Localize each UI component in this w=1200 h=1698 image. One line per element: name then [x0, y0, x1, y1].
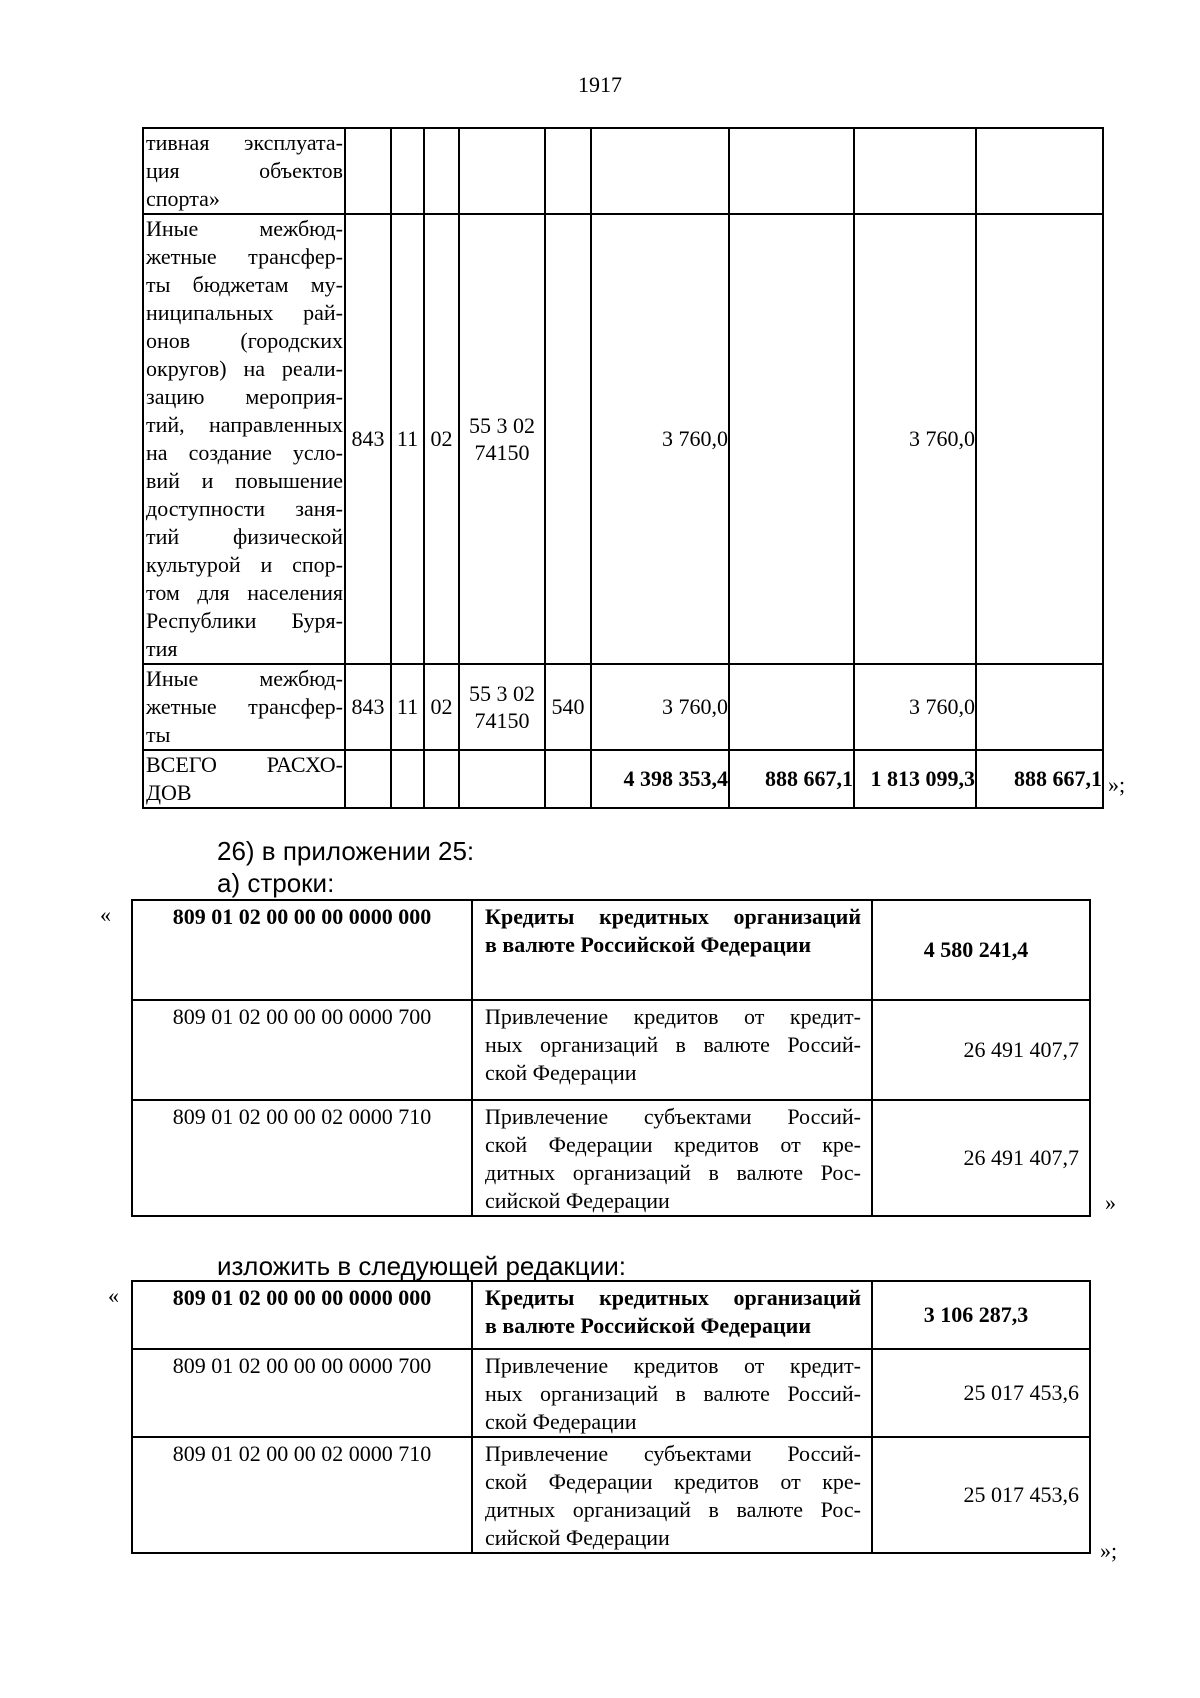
- text-line: онов (городских: [146, 328, 343, 353]
- text-line: сийской Федерации: [485, 1525, 670, 1550]
- close-quote: »;: [1100, 1538, 1118, 1563]
- ministry-code: 843: [345, 214, 391, 664]
- new-rows-table: [131, 1280, 1091, 1554]
- table-row: [132, 1000, 1090, 1100]
- text-line: Иные межбюд-: [146, 216, 343, 241]
- total-label: [143, 750, 345, 808]
- name-cell: [472, 1437, 872, 1553]
- text-line: в валюте Российской Федерации: [485, 1313, 812, 1338]
- target-code: 55 3 02 74150: [459, 664, 545, 750]
- total-value: 4 398 353,4: [591, 750, 729, 808]
- text-line: зацию мероприя-: [146, 384, 343, 409]
- text-line: тивная эксплуата-: [146, 130, 343, 155]
- text-line: ской Федерации: [485, 1060, 637, 1085]
- text-line: Привлечение субъектами Россий-: [485, 1441, 861, 1466]
- total-value: 1 813 099,3: [854, 750, 976, 808]
- text-line: Привлечение субъектами Россий-: [485, 1104, 861, 1129]
- name-cell: [472, 900, 872, 1000]
- ministry-code: 843: [345, 664, 391, 750]
- text-line: дитных организаций в валюте Рос-: [485, 1160, 861, 1185]
- section-code: 11: [391, 664, 424, 750]
- subsection-code: 02: [424, 214, 459, 664]
- table-row: [143, 214, 1103, 664]
- value-cell: 26 491 407,7: [872, 1100, 1090, 1216]
- item-heading: 26) в приложении 25:: [217, 836, 475, 866]
- code-cell: 809 01 02 00 00 00 0000 000: [132, 1281, 472, 1349]
- row-description: [143, 664, 345, 750]
- value-cell: [976, 214, 1103, 664]
- text-line: спорта»: [146, 186, 220, 211]
- name-cell: [472, 1281, 872, 1349]
- text-line: дитных организаций в валюте Рос-: [485, 1497, 861, 1522]
- value-cell: [976, 664, 1103, 750]
- close-quote: »: [1105, 1190, 1116, 1215]
- text-line: Привлечение кредитов от кредит-: [485, 1353, 861, 1378]
- text-line: том для населения: [146, 580, 343, 605]
- text-line: тий, направленных: [146, 412, 343, 437]
- text-line: ской Федерации кредитов от кре-: [485, 1132, 861, 1157]
- code-cell: 809 01 02 00 00 00 0000 700: [132, 1349, 472, 1437]
- table-row: [132, 1349, 1090, 1437]
- text-line: Республики Буря-: [146, 608, 343, 633]
- text-line: Иные межбюд-: [146, 666, 343, 691]
- text-line: тий физической: [146, 524, 343, 549]
- table-row: [132, 1281, 1090, 1349]
- expense-type-code: [545, 214, 591, 664]
- target-code: 55 3 02 74150: [459, 214, 545, 664]
- value-cell: 3 760,0: [591, 664, 729, 750]
- subsection-code: 02: [424, 664, 459, 750]
- value-cell: 3 106 287,3: [872, 1281, 1090, 1349]
- text-line: жетные трансфер-: [146, 694, 343, 719]
- total-value: 888 667,1: [729, 750, 854, 808]
- open-quote: «: [108, 1283, 119, 1308]
- old-rows-table: [131, 899, 1091, 1217]
- value-cell: 3 760,0: [591, 214, 729, 664]
- text-line: культурой и спор-: [146, 552, 343, 577]
- text-line: Привлечение кредитов от кредит-: [485, 1004, 861, 1029]
- name-cell: [472, 1349, 872, 1437]
- name-cell: [472, 1000, 872, 1100]
- code-cell: 809 01 02 00 00 02 0000 710: [132, 1100, 472, 1216]
- closing-quote: »;: [1108, 772, 1126, 797]
- text-line: доступности заня-: [146, 496, 343, 521]
- text-line: ных организаций в валюте Россий-: [485, 1381, 861, 1406]
- text-line: ДОВ: [146, 780, 192, 805]
- table-row: [143, 664, 1103, 750]
- code-cell: 809 01 02 00 00 00 0000 000: [132, 900, 472, 1000]
- total-row: [143, 750, 1103, 808]
- table-row: [143, 128, 1103, 214]
- text-line: ных организаций в валюте Россий-: [485, 1032, 861, 1057]
- replace-heading: изложить в следующей редакции:: [217, 1251, 626, 1281]
- text-line: ты бюджетам му-: [146, 272, 343, 297]
- page-number: 1917: [578, 72, 622, 97]
- code-cell: 809 01 02 00 00 00 0000 700: [132, 1000, 472, 1100]
- text-line: ской Федерации: [485, 1409, 637, 1434]
- text-line: вий и повышение: [146, 468, 343, 493]
- value-cell: 25 017 453,6: [872, 1349, 1090, 1437]
- expense-type-code: 540: [545, 664, 591, 750]
- text-line: ция объектов: [146, 158, 343, 183]
- text-line: ской Федерации кредитов от кре-: [485, 1469, 861, 1494]
- table-row: [132, 1100, 1090, 1216]
- sub-heading-a: а) строки:: [217, 868, 335, 898]
- value-cell: 25 017 453,6: [872, 1437, 1090, 1553]
- value-cell: 26 491 407,7: [872, 1000, 1090, 1100]
- text-line: Кредиты кредитных организаций: [485, 1285, 861, 1310]
- text-line: на создание усло-: [146, 440, 343, 465]
- total-value: 888 667,1: [976, 750, 1103, 808]
- section-code: 11: [391, 214, 424, 664]
- text-line: сийской Федерации: [485, 1188, 670, 1213]
- code-cell: 809 01 02 00 00 02 0000 710: [132, 1437, 472, 1553]
- text-line: ниципальных рай-: [146, 300, 343, 325]
- open-quote: «: [100, 902, 111, 927]
- text-line: в валюте Российской Федерации: [485, 932, 812, 957]
- text-line: округов) на реали-: [146, 356, 343, 381]
- expenditure-table: [142, 127, 1104, 809]
- table-row: [132, 900, 1090, 1000]
- text-line: ВСЕГО РАСХО-: [146, 752, 343, 777]
- text-line: ты: [146, 722, 171, 747]
- value-cell: 3 760,0: [854, 664, 976, 750]
- row-description: [143, 128, 345, 214]
- text-line: жетные трансфер-: [146, 244, 343, 269]
- table-row: [132, 1437, 1090, 1553]
- text-line: тия: [146, 636, 178, 661]
- value-cell: [729, 664, 854, 750]
- value-cell: [729, 214, 854, 664]
- value-cell: 3 760,0: [854, 214, 976, 664]
- value-cell: 4 580 241,4: [872, 900, 1090, 1000]
- text-line: Кредиты кредитных организаций: [485, 904, 861, 929]
- name-cell: [472, 1100, 872, 1216]
- row-description: [143, 214, 345, 664]
